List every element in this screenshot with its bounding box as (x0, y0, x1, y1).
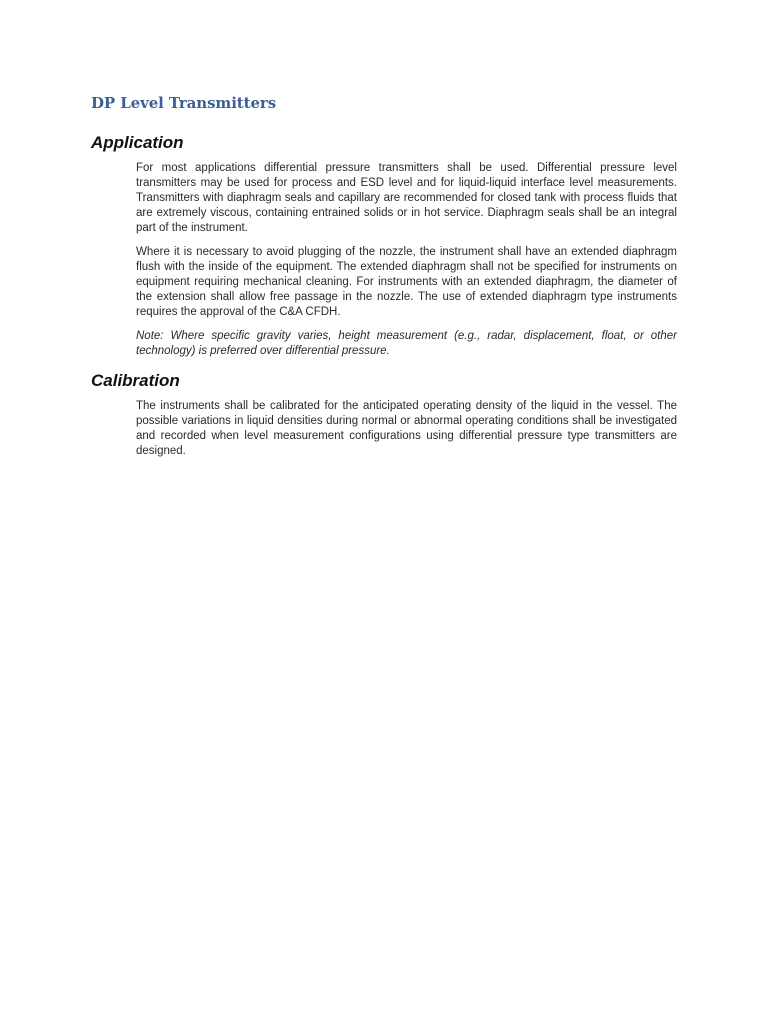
application-note: Note: Where specific gravity varies, height measurement (e.g., radar, displacement, float, or other technology) is preferred over differential pressure. (136, 330, 677, 357)
application-paragraph: For most applications differential pressure transmitters shall be used. Differential pressure level transmitters may be used for process and ESD level and for liquid-liquid interface level measurements. Transmitters with diaphragm seals and capillary are recommended for closed tank with process fluids that are extremely viscous, containing entrained solids or in hot service. Diaphragm seals shall be an integral part of the instrument. (136, 162, 677, 234)
calibration-section-body (136, 399, 677, 468)
section-heading-application: Application (91, 133, 184, 152)
application-paragraph: Where it is necessary to avoid plugging of the nozzle, the instrument shall have an extended diaphragm flush with the inside of the equipment. The extended diaphragm shall not be specified for instruments on equipment requiring mechanical cleaning. For instruments with an extended diaphragm, the diameter of the extension shall allow free passage in the nozzle. The use of extended diaphragm type instruments requires the approval of the C&A CFDH. (136, 246, 677, 318)
section-heading-calibration: Calibration (91, 371, 180, 390)
calibration-paragraph: The instruments shall be calibrated for the anticipated operating density of the liquid in the vessel. The possible variations in liquid densities during normal or abnormal operating conditions shall be investigated and recorded when level measurement configurations using differential pressure type transmitters are designed. (136, 400, 677, 457)
application-section-body (136, 161, 677, 368)
document-title: DP Level Transmitters (91, 94, 277, 112)
